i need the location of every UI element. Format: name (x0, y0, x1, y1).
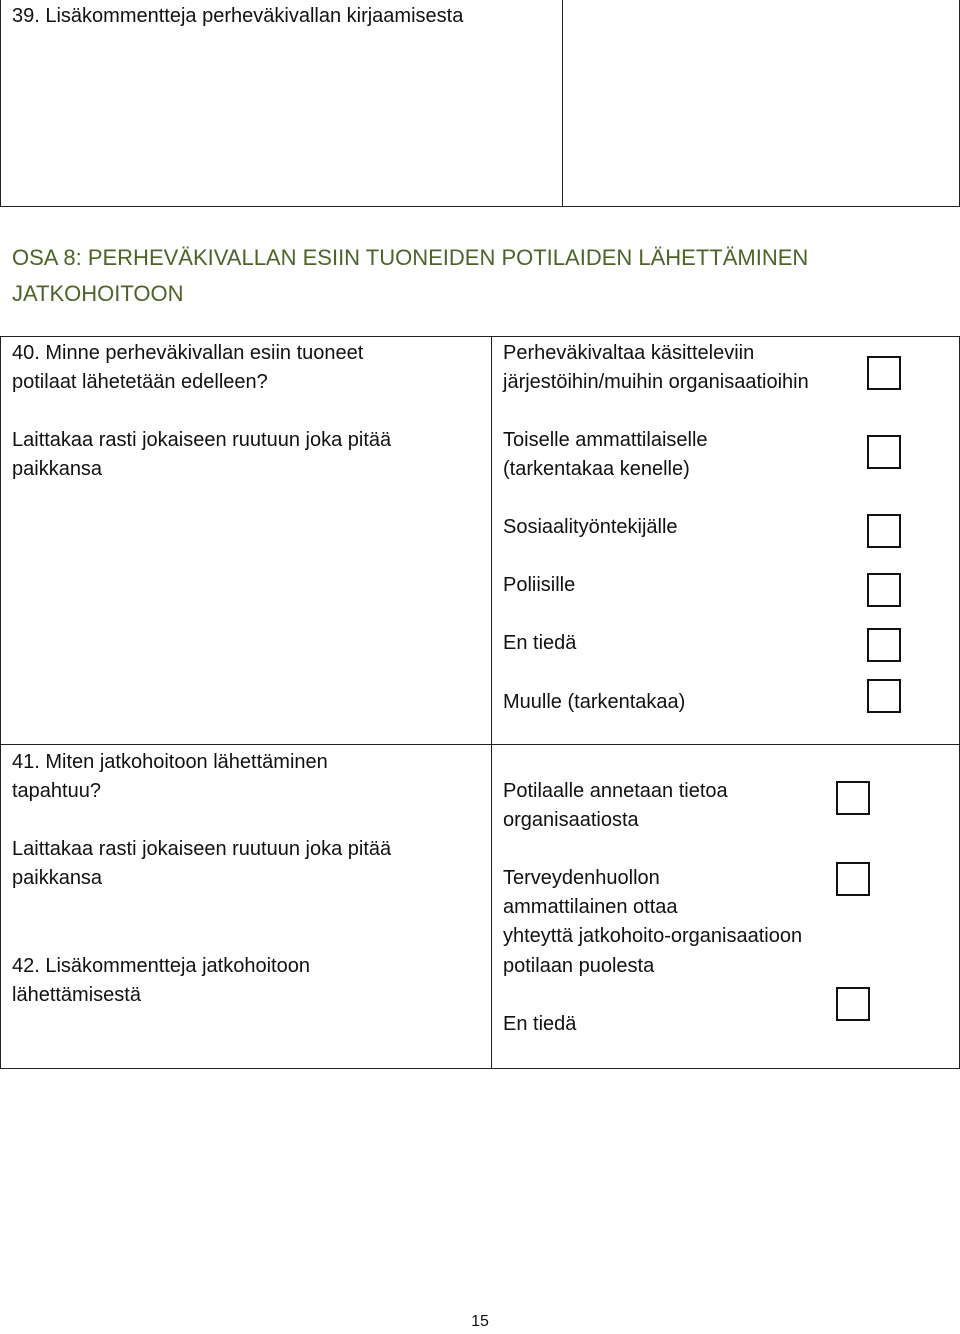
q40-option-1-line2: järjestöihin/muihin organisaatioihin (503, 371, 809, 393)
q40-instruction-line1: Laittakaa rasti jokaiseen ruutuun joka pitää (12, 429, 392, 451)
q41-option-2-line3: yhteyttä jatkohoito-organisaatioon (503, 925, 803, 947)
q40-instruction-line2: paikkansa (12, 458, 103, 480)
q40-option-4-label: Poliisille (503, 574, 576, 596)
q42-question-line1: 42. Lisäkommentteja jatkohoitoon (12, 955, 310, 977)
q41-option-3-checkbox[interactable] (836, 987, 870, 1021)
q40-option-2-line1: Toiselle ammattilaiselle (503, 429, 708, 451)
table-divider-vertical (491, 336, 492, 1069)
q40-question-line2: potilaat lähetetään edelleen? (12, 371, 268, 393)
q41-option-3-label: En tiedä (503, 1013, 577, 1035)
q40-option-6-checkbox[interactable] (867, 679, 901, 713)
page-number: 15 (471, 1313, 489, 1330)
q40-option-1-line1: Perheväkivaltaa käsitteleviin (503, 342, 755, 364)
q40-option-4-checkbox[interactable] (867, 573, 901, 607)
q41-option-2-line4: potilaan puolesta (503, 955, 655, 977)
q41-option-1-line1: Potilaalle annetaan tietoa (503, 780, 728, 802)
q41-instruction-line2: paikkansa (12, 867, 103, 889)
q41-instruction-line1: Laittakaa rasti jokaiseen ruutuun joka pitää (12, 838, 392, 860)
q40-option-5-label: En tiedä (503, 632, 577, 654)
q40-option-3-checkbox[interactable] (867, 514, 901, 548)
q41-question-line2: tapahtuu? (12, 780, 101, 802)
q41-option-1-line2: organisaatiosta (503, 809, 639, 831)
section-8-title: OSA 8: PERHEVÄKIVALLAN ESIIN TUONEIDEN POTILAIDEN LÄHETTÄMINEN JATKOHOITOON (12, 245, 809, 306)
q42-question-line2: lähettämisestä (12, 984, 141, 1006)
q41-question-line1: 41. Miten jatkohoitoon lähettäminen (12, 751, 328, 773)
q40-option-1-checkbox[interactable] (867, 356, 901, 390)
q41-option-1-checkbox[interactable] (836, 781, 870, 815)
q41-option-2-line1: Terveydenhuollon (503, 867, 660, 889)
q40-option-2-checkbox[interactable] (867, 435, 901, 469)
table-divider-horizontal (0, 744, 960, 745)
q39-answer-field[interactable] (564, 0, 958, 205)
q39-label: 39. Lisäkommentteja perheväkivallan kirjaamisesta (12, 5, 464, 27)
q41-option-2-line2: ammattilainen ottaa (503, 896, 678, 918)
q40-question-line1: 40. Minne perheväkivallan esiin tuoneet (12, 342, 364, 364)
q40-option-3-label: Sosiaalityöntekijälle (503, 516, 678, 538)
q40-option-5-checkbox[interactable] (867, 628, 901, 662)
q40-option-2-line2: (tarkentakaa kenelle) (503, 458, 690, 480)
q41-option-2-checkbox[interactable] (836, 862, 870, 896)
q39-divider (562, 0, 563, 207)
q40-option-6-label: Muulle (tarkentakaa) (503, 691, 686, 713)
